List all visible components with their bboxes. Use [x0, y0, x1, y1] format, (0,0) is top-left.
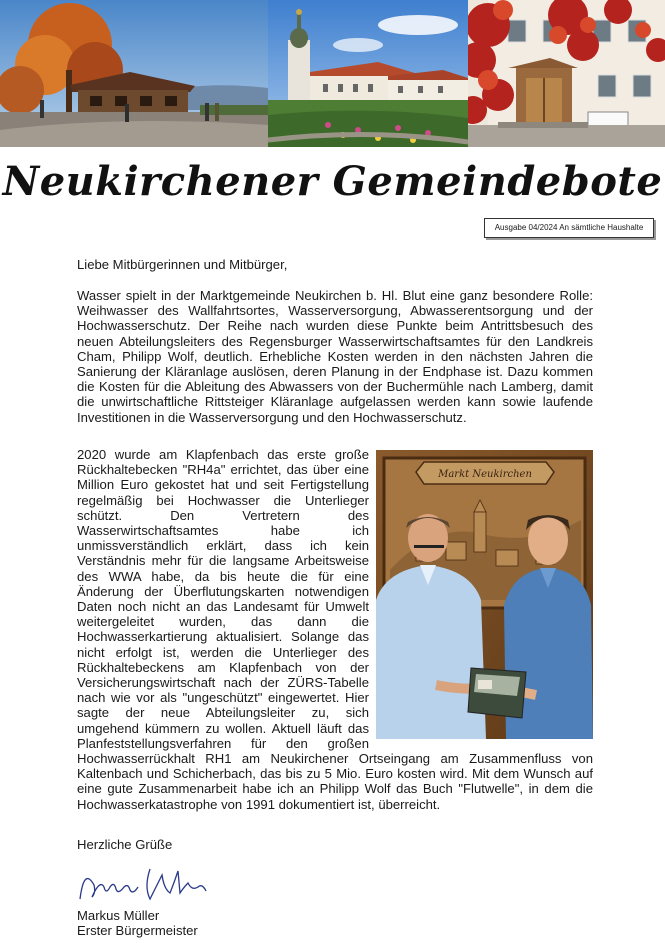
closing: Herzliche Grüße: [77, 837, 173, 852]
signer-block: [77, 908, 198, 938]
paragraph-2: [77, 447, 593, 812]
carved-sign-text: Markt Neukirchen: [438, 469, 532, 480]
paragraph-1: Wasser spielt in der Marktgemeinde Neukirchen b. Hl. Blut eine ganz besondere Rolle: Weihwasser des Wallfahrtsortes, Wasserversorgung, Abwasserentsorgung und der Hochwasserschutz. Der Reihe nach wurden diese Punkte beim Antrittsbesuch des neuen Abteilungsleiters des Regensburger Wasserwirtschaftsamtes für den Landkreis Cham, Philipp Wolf, deutlich. Erhebliche Kosten werden in den nächsten Jahren die Sanierung der Kläranlage auslösen, deren Planung in der Endphase ist. Dazu kommen die Kosten für die Ableitung des Abwassers von der Buchermühle nach Lamberg, damit die unwirtschaftliche Rittsteiger Kläranlage aufgelassen werden kann sowie laufende Investitionen in die Wasserversorgung und den Hochwasserschutz.: [77, 288, 593, 425]
header-banner: [0, 0, 665, 147]
issue-label: Ausgabe 04/2024 An sämtliche Haushalte: [484, 218, 654, 238]
signer-title: Erster Bürgermeister: [77, 923, 198, 939]
town-hall-photo: [468, 0, 665, 147]
handwritten-signature: [70, 857, 220, 907]
signer-name: Markus Müller: [77, 908, 160, 923]
pilgrimage-church-photo: [268, 0, 468, 147]
paragraph-2-text: 2020 wurde am Klapfenbach das erste große Rückhaltebecken "RH4a" errichtet, das über eine Million Euro gekostet hat und seit Fertigstellung regelmäßig bei Hochwasser die Unterlieger schützt. Den Vertretern des Wasserwirtschaftsamtes habe ich unmissverständlich erklärt, dass ich kein Verständnis mehr für die langsame Arbeitsweise des WWA habe, da bis heute die für eine Änderung der Überflutungskarten notwendigen Daten noch nicht an das Landesamt für Umwelt weitergeleitet wurden, das dann die Hochwasserkartierung aktualisiert. Solange das nicht erfolgt ist, werden die Unterlieger des Rückhaltebeckens am Klapfenbach von der Versicherungswirtschaft nach der ZÜRS-Tabelle nach wie vor als "ungeschützt" eingewertet. Hier sagte der neue Abteilungsleiter zu, sich umgehend kümmern zu wollen. Aktuell läuft das Planfeststellungsverfahren für den großen Hochwasserrückhalt RH1 am Neukirchener Ortseingang am Zusammenfluss von Kaltenbach und Schicherbach, das bis zu 5 Mio. Euro kosten wird. Mit dem Wunsch auf eine gute Zusammenarbeit habe ich an Philipp Wolf das Buch "Flutwelle", in dem die Hochwasserkatastrophe von 1991 dokumentiert ist, überreicht.: [77, 447, 593, 812]
salutation: Liebe Mitbürgerinnen und Mitbürger,: [77, 257, 288, 272]
newsletter-title: Neukirchener Gemeindebote: [2, 158, 663, 205]
mountain-hut-photo: [0, 0, 268, 147]
handover-photo: [376, 450, 593, 739]
